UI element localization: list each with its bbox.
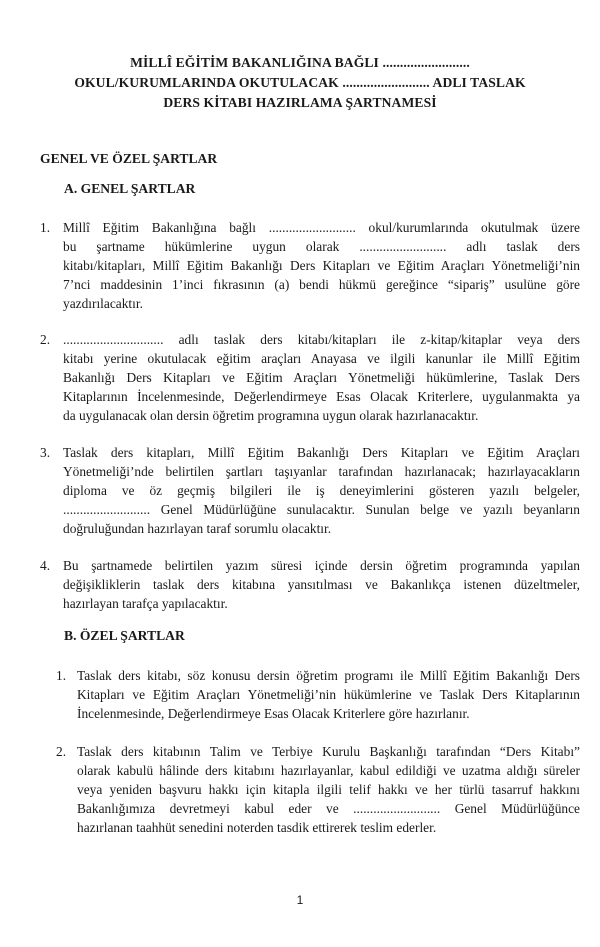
item-line: Taslak ders kitabının Talim ve Terbiye Kurulu Başkanlığı tarafından “Ders Kitabı”: [77, 744, 580, 759]
item-line: yazdırılacaktır.: [63, 296, 143, 311]
title-line-2: OKUL/KURUMLARINDA OKUTULACAK ......................... ADLI TASLAK: [74, 75, 526, 90]
section-heading: GENEL VE ÖZEL ŞARTLAR: [40, 151, 218, 166]
page-number: 1: [296, 893, 304, 907]
item-number: 1.: [40, 220, 51, 235]
item-line: hazırlayan tarafça yapılacaktır.: [63, 596, 228, 611]
item-line: kitabı yerine okutulacak eğitim araçları Anayasa ve ilgili kanunlar ile Millî Eğitim: [63, 351, 580, 366]
item-line: Taslak ders kitapları, Millî Eğitim Bakanlığı Ders Kitapları ve Eğitim Araçları: [63, 445, 580, 460]
item-text: [63, 443, 580, 538]
item-line: Bakanlığı Ders Kitapları ve Eğitim Araçları Yönetmeliği hükümlerine, Taslak Ders: [63, 370, 580, 385]
item-text: [63, 556, 580, 613]
item-line: kitabı/kitapları, Millî Eğitim Bakanlığı Ders Kitapları ve Eğitim Araçları Yönetmeliği’nin: [63, 258, 580, 273]
title-line-1: MİLLÎ EĞİTİM BAKANLIĞINA BAĞLI .........................: [130, 55, 470, 70]
title-line-3: DERS KİTABI HAZIRLAMA ŞARTNAMESİ: [163, 95, 437, 110]
special-conditions-heading: B. ÖZEL ŞARTLAR: [64, 628, 185, 643]
item-line: .......................... Genel Müdürlüğüne sunulacaktır. Sunulan belge ve yazılı beyanların: [63, 502, 580, 517]
item-line: Yönetmeliği’nde belirtilen şartları taşıyanlar tarafından hazırlanacak; hazırlayacakların: [63, 464, 580, 479]
item-number: 4.: [40, 558, 51, 573]
item-line: bu şartname hükümlerine uygun olarak .......................... adlı taslak ders: [63, 239, 580, 254]
item-line: İncelenmesinde, Değerlendirmeye Esas Olacak Kriterlere göre hazırlanır.: [77, 706, 470, 721]
item-line: Millî Eğitim Bakanlığına bağlı .......................... okul/kurumlarında okutulmak üzere: [63, 220, 580, 235]
item-line: diploma ve öz geçmiş bilgileri ile iş deneyimlerini gösteren yazılı belgeler,: [63, 483, 580, 498]
item-line: .............................. adlı taslak ders kitabı/kitapları ile z-kitap/kitaplar veya ders: [63, 332, 580, 347]
item-text: [77, 666, 580, 723]
item-line: Kitaplarının İncelenmesinde, Değerlendirmeye Esas Olacak Kriterlere, uygulanmakta ya: [63, 389, 580, 404]
item-line: Taslak ders kitabı, söz konusu dersin öğretim programı ile Millî Eğitim Bakanlığı Ders: [77, 668, 580, 683]
item-line: olarak kabulü hâlinde ders kitabını hazırlayanlar, kabul edildiği ve uzatma aldığı süreler: [77, 763, 580, 778]
item-number: 3.: [40, 445, 51, 460]
item-line: hazırlanan taahhüt senedini noterden tasdik ettirerek teslim ederler.: [77, 820, 437, 835]
item-number: 2.: [40, 332, 51, 347]
item-line: da uygulanacak olan dersin öğretim programına uygun olarak hazırlanacaktır.: [63, 408, 479, 423]
item-line: Bu şartnamede belirtilen yazım süresi içinde dersin öğretim programında yapılan: [63, 558, 580, 573]
item-line: veya yeniden başvuru hakkı için kitapla ilgili telif hakkı ve her türlü tasarruf hakkını: [77, 782, 580, 797]
item-line: doğruluğundan hazırlayan taraf sorumlu olacaktır.: [63, 521, 332, 536]
item-text: [77, 742, 580, 837]
general-conditions-heading: A. GENEL ŞARTLAR: [64, 181, 196, 196]
item-line: 7’nci maddesinin 1’inci fıkrasının (a) bendi hükmü gereğince “sipariş” usulüne göre: [63, 277, 580, 292]
item-number: 1.: [56, 668, 67, 683]
item-text: [63, 330, 580, 425]
document-title: [0, 53, 600, 113]
item-number: 2.: [56, 744, 67, 759]
item-line: Kitapları ve Eğitim Araçları Yönetmeliği’nin hükümlerine ve Taslak Ders Kitaplarının: [77, 687, 580, 702]
item-line: değişikliklerin taslak ders kitabına yansıtılması ve Bakanlıkça istenen düzeltmeler,: [63, 577, 580, 592]
item-line: Bakanlığımıza devretmeyi kabul eder ve .......................... Genel Müdürlüğünce: [77, 801, 580, 816]
item-text: [63, 218, 580, 313]
